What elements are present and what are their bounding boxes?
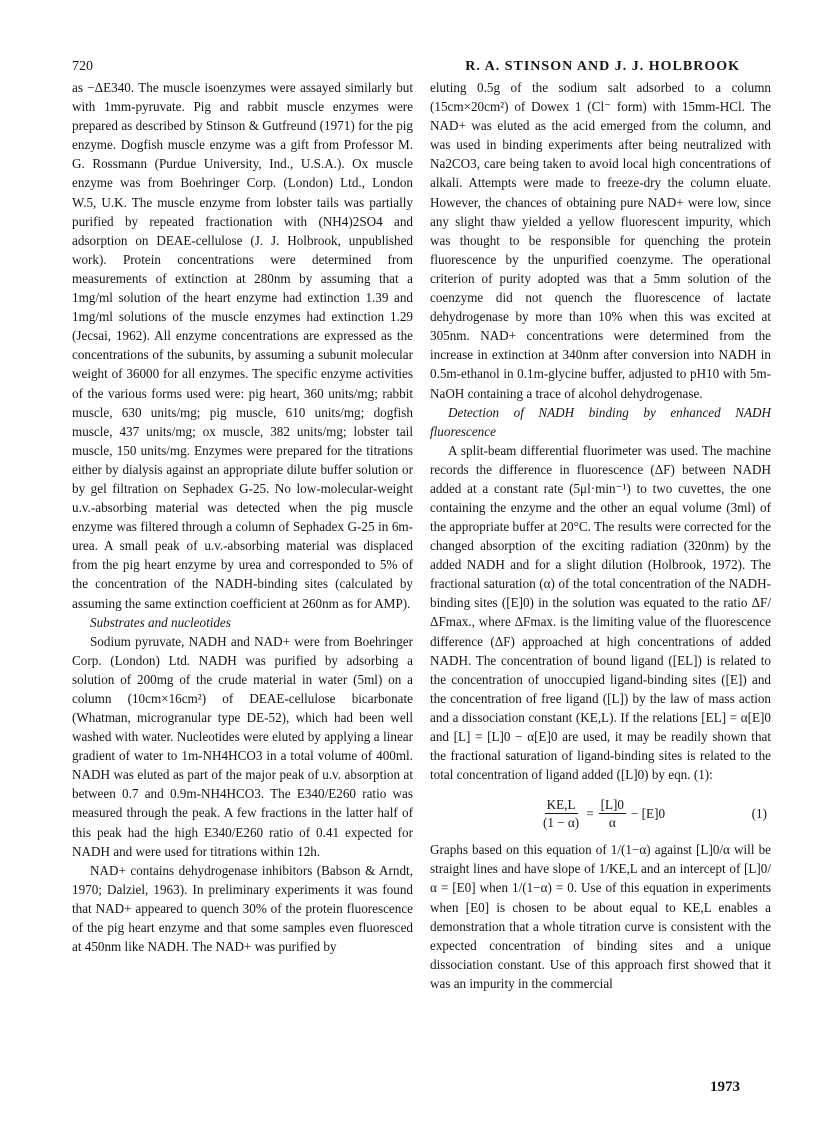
equation-rhs-numerator: [L]0 xyxy=(600,796,624,812)
equation-1 xyxy=(430,790,771,836)
left-column xyxy=(72,78,413,956)
paragraph: as −ΔE340. The muscle isoenzymes were assayed similarly but with 1mm-pyruvate. Pig and rabbit muscle enzymes were prepared as described by Stinson & Gutfreund (1971) for the pig enzyme. Dogfish muscle enzyme was a gift from Professor M. G. Rossmann (Purdue University, Ind., U.S.A.). Ox muscle enzyme was from Boehringer Corp. (London) Ltd., London W.5, U.K. The muscle enzyme from lobster tails was partially purified by repeated fractionation with (NH4)2SO4 and adsorption on DEAE-cellulose (J. J. Holbrook, unpublished work). Protein concentrations were determined from measurements of extinction at 280nm by assuming that a 1mg/ml solution of the heart enzyme had extinction 1.39 and 1mg/ml solutions of the muscle enzymes had extinction 1.29 (Jecsai, 1962). All enzyme concentrations are expressed as the concentrations of the subunits, by assuming a subunit molecular weight of 36000 for all enzymes. The specific enzyme activities of the various forms used were: pig heart, 360 units/mg; rabbit muscle, 630 units/mg; pig muscle, 610 units/mg; dogfish muscle, 437 units/mg; ox muscle, 382 units/mg; lobster tail muscle, 150 units/mg. Enzymes were prepared for the titrations either by dialysis against an appropriate dilute buffer solution or by gel filtration on Sephadex G-25. No low-molecular-weight u.v.-absorbing material was detected when the pig muscle enzyme was filtered through a column of Sephadex G-25 in 6m-urea. A small peak of u.v.-absorbing material was displaced from the pig heart enzyme by urea and corresponded to 5% of the concentration of the NADH-binding sites (calculated by assuming the same extinction coefficient at 260nm as for AMP). xyxy=(72,80,413,611)
equation-rhs-fraction xyxy=(599,796,626,831)
paragraph: Sodium pyruvate, NADH and NAD+ were from Boehringer Corp. (London) Ltd. NADH was purified by adsorbing a solution of 200mg of the crude material in water (5ml) on a column (10cm×16cm²) of DEAE-cellulose bicarbonate (Whatman, microgranular type DE-52), which had been well washed with water. Nucleotides were eluted by applying a linear gradient of water to 1m-NH4HCO3 in a total volume of 400ml. NADH was eluted as part of the major peak of u.v. absorption at between 0.7 and 0.9m-NH4HCO3. The E340/E260 ratio was measured through the peak. A few fractions in the latter half of this peak had the high E340/E260 ratio of 0.41 expected for NADH and were used for titrations within 12h. xyxy=(72,633,413,859)
right-column xyxy=(430,78,771,993)
paragraph: eluting 0.5g of the sodium salt adsorbed to a column (15cm×20cm²) of Dowex 1 (Cl⁻ form) with 15mm-HCl. The NAD+ was eluted as the acid emerged from the column, and was used in binding experiments after being neutralized with Na2CO3, care being taken to avoid local high concentrations of alkali. Attempts were made to freeze-dry the column eluate. However, the chances of obtaining pure NAD+ were low, since any slight thaw yielded a yellow fluorescent impurity, which was thought to be responsible for quenching the protein fluorescence by the unpurified coenzyme. The operational criterion of purity adopted was that a 5mm solution of the coenzyme did not quench the fluorescence of lactate dehydrogenase by more than 10% when this was excited at 305nm. NAD+ concentrations were determined from the increase in extinction at 340nm after conversion into NADH in 0.5m-ethanol in 0.1m-glycine buffer, adjusted to pH10 with 5m-NaOH containing a trace of alcohol dehydrogenase. xyxy=(430,80,771,401)
section-heading: Detection of NADH binding by enhanced NADH fluorescence xyxy=(430,404,771,439)
paragraph: Graphs based on this equation of 1/(1−α) against [L]0/α will be straight lines and have slope of 1/KE,L and an intercept of [L]0/α = [E0] when 1/(1−α) = 0. Use of this equation in experiments when [E0] is chosen to be about equal to KE,L enables a demonstration that a whole titration curve is consistent with the expected concentration of binding sites and a unique dissociation constant. Use of this approach first showed that it was an impurity in the commercial xyxy=(430,842,771,991)
equation-number: (1) xyxy=(751,806,767,822)
equation-lhs-denominator: (1 − α) xyxy=(542,814,580,830)
equation-rhs-tail: − [E]0 xyxy=(630,805,666,821)
footer-year: 1973 xyxy=(710,1079,740,1095)
paragraph: A split-beam differential fluorimeter was used. The machine records the difference in fluorescence (ΔF) between NADH added at a constant rate (5μl·min⁻¹) to two cuvettes, the one containing the enzyme and the other an equal volume (3ml) of the appropriate buffer at 20°C. The results were corrected for the changed absorption of the exciting radiation (320nm) by the added NADH and for a slight dilution (Holbrook, 1972). The fractional saturation (α) of the total concentration of the NADH-binding sites ([E]0) in the solution was equated to the ratio ΔF/ΔFmax., where ΔFmax. is the limiting value of the fluorescence difference (ΔF) approached at high concentrations of added NADH. The concentration of bound ligand ([EL]) is related to the concentration of unoccupied ligand-binding sites ([E]) and the concentration of free ligand ([L]) by the law of mass action and a dissociation constant (KE,L). If the relations [EL] = α[E]0 and [L] = [L]0 − α[E]0 are used, it may be readily shown that the fractional saturation of ligand-binding sites is related to the total concentration of ligand added ([L]0) by eqn. (1): xyxy=(430,442,771,783)
equation-lhs-fraction xyxy=(541,796,581,831)
running-header-authors: R. A. STINSON AND J. J. HOLBROOK xyxy=(465,59,740,74)
paragraph: NAD+ contains dehydrogenase inhibitors (Babson & Arndt, 1970; Dalziel, 1963). In preliminary experiments it was found that NAD+ appeared to quench 30% of the protein fluorescence of the pig heart enzyme and that some samples even fluoresced at 450nm like NADH. The NAD+ was purified by xyxy=(72,862,413,955)
page-number: 720 xyxy=(72,59,93,74)
section-heading: Substrates and nucleotides xyxy=(90,614,231,630)
equation-lhs-numerator: KE,L xyxy=(546,796,576,812)
equation-rhs-denominator: α xyxy=(608,814,616,830)
equation-equals: = xyxy=(586,805,594,821)
